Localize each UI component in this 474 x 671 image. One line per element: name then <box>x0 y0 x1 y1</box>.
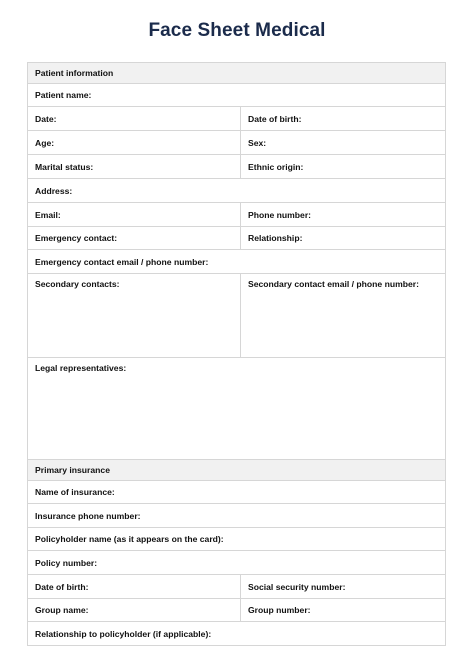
emergency-contact-field[interactable]: Emergency contact: <box>28 227 241 250</box>
date-of-birth-field[interactable]: Date of birth: <box>241 107 446 131</box>
age-field[interactable]: Age: <box>28 131 241 155</box>
email-field[interactable]: Email: <box>28 203 241 227</box>
insurance-phone-row <box>28 504 446 528</box>
date-row <box>28 107 446 131</box>
insurance-date-of-birth-field[interactable]: Date of birth: <box>28 575 241 599</box>
name-of-insurance-field[interactable]: Name of insurance: <box>28 481 446 504</box>
primary-insurance-header-row <box>28 460 446 481</box>
group-name-row <box>28 599 446 622</box>
secondary-contacts-field[interactable]: Secondary contacts: <box>28 274 241 358</box>
patient-name-field[interactable]: Patient name: <box>28 84 446 107</box>
age-row <box>28 131 446 155</box>
emergency-contact-row <box>28 227 446 250</box>
insurance-phone-number-field[interactable]: Insurance phone number: <box>28 504 446 528</box>
phone-number-field[interactable]: Phone number: <box>241 203 446 227</box>
page-title: Face Sheet Medical <box>148 20 326 41</box>
ethnic-origin-field[interactable]: Ethnic origin: <box>241 155 446 179</box>
secondary-contacts-row <box>28 274 446 358</box>
legal-representatives-row <box>28 358 446 460</box>
secondary-contact-email-phone-field[interactable]: Secondary contact email / phone number: <box>241 274 446 358</box>
emergency-contact-email-row <box>28 250 446 274</box>
policy-number-field[interactable]: Policy number: <box>28 551 446 575</box>
insurance-dob-row <box>28 575 446 599</box>
relationship-field[interactable]: Relationship: <box>241 227 446 250</box>
relationship-to-policyholder-row <box>28 622 446 646</box>
group-number-field[interactable]: Group number: <box>241 599 446 622</box>
policy-number-row <box>28 551 446 575</box>
patient-name-row <box>28 84 446 107</box>
address-row <box>28 179 446 203</box>
patient-information-header-row <box>28 63 446 84</box>
email-row <box>28 203 446 227</box>
policyholder-name-field[interactable]: Policyholder name (as it appears on the card): <box>28 528 446 551</box>
primary-insurance-header: Primary insurance <box>28 460 446 481</box>
address-field[interactable]: Address: <box>28 179 446 203</box>
relationship-to-policyholder-field[interactable]: Relationship to policyholder (if applicable): <box>28 622 446 646</box>
legal-representatives-field[interactable]: Legal representatives: <box>28 358 446 460</box>
name-of-insurance-row <box>28 481 446 504</box>
patient-information-header: Patient information <box>28 63 446 84</box>
date-field[interactable]: Date: <box>28 107 241 131</box>
group-name-field[interactable]: Group name: <box>28 599 241 622</box>
sex-field[interactable]: Sex: <box>241 131 446 155</box>
marital-status-field[interactable]: Marital status: <box>28 155 241 179</box>
marital-status-row <box>28 155 446 179</box>
emergency-contact-email-phone-field[interactable]: Emergency contact email / phone number: <box>28 250 446 274</box>
social-security-number-field[interactable]: Social security number: <box>241 575 446 599</box>
face-sheet-form <box>27 62 446 646</box>
policyholder-name-row <box>28 528 446 551</box>
